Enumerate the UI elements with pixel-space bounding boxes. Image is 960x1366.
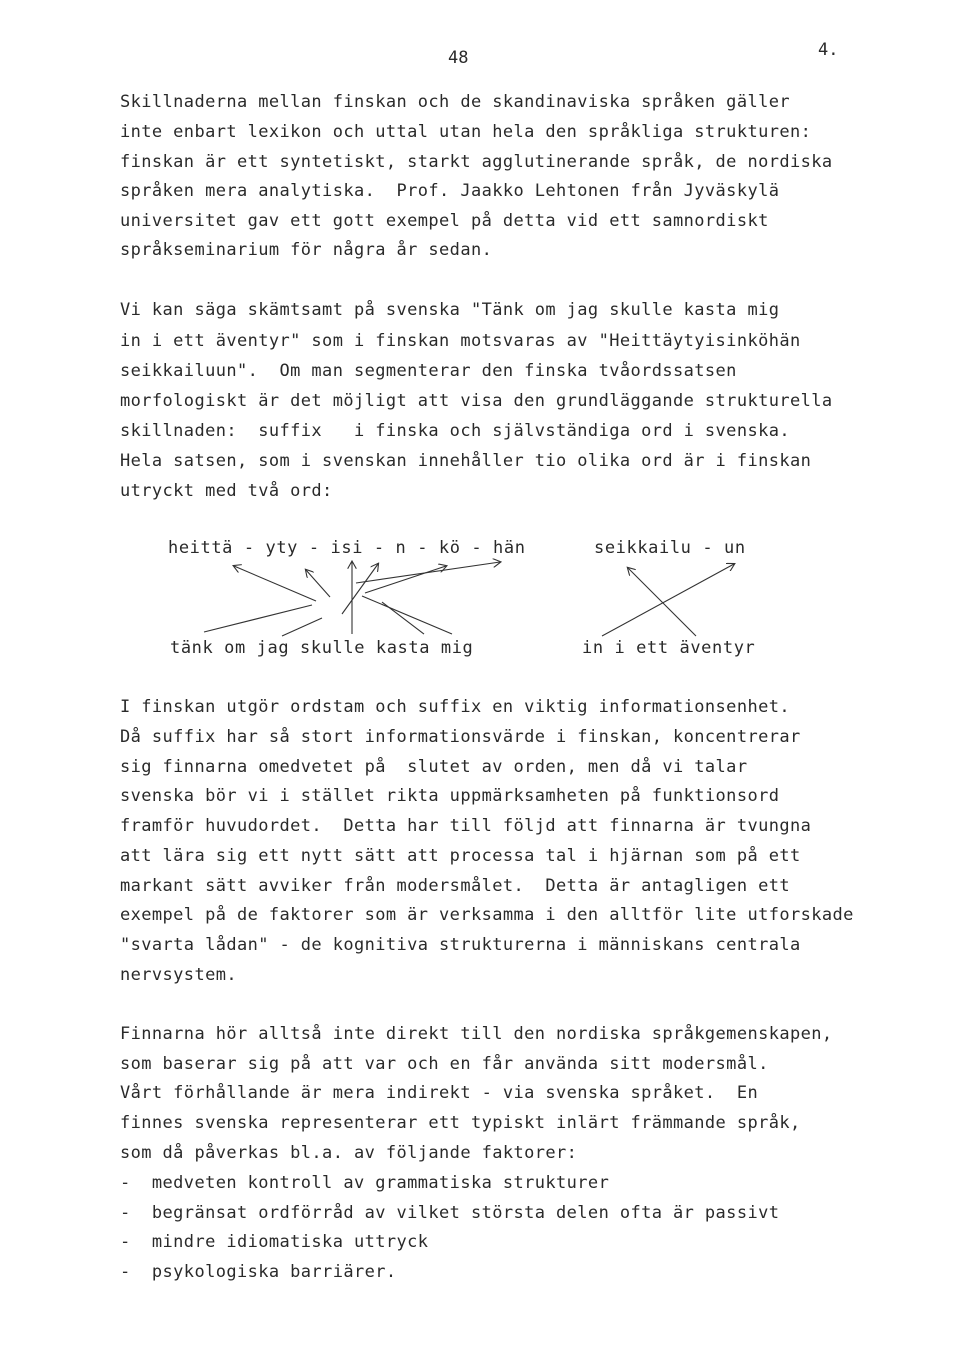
list-item: - psykologiska barriärer. (120, 1262, 397, 1282)
paragraph-1-line: Skillnaderna mellan finskan och de skandinaviska språken gäller (120, 92, 790, 112)
paragraph-3-line: nervsystem. (120, 965, 237, 985)
paragraph-2-line: utryckt med två ord: (120, 481, 333, 501)
finnish-word-segmented: heittä - yty - isi - n - kö - hän (168, 538, 526, 558)
section-number: 4. (818, 40, 839, 60)
paragraph-2-line: Hela satsen, som i svenskan innehåller tio olika ord är i finskan (120, 451, 812, 471)
paragraph-3-line: exempel på de faktorer som är verksamma i den alltför lite utforskade (120, 905, 854, 925)
paragraph-1-line: inte enbart lexikon och uttal utan hela den språkliga strukturen: (120, 122, 812, 142)
paragraph-4-line: Finnarna hör alltså inte direkt till den nordiska språkgemenskapen, (120, 1024, 833, 1044)
page-number: 48 (448, 48, 469, 68)
paragraph-2-line: morfologiskt är det möjligt att visa den grundläggande strukturella (120, 391, 833, 411)
mapping-line (602, 564, 734, 636)
swedish-phrase: tänk om jag skulle kasta mig (170, 638, 474, 658)
paragraph-4-line: som då påverkas bl.a. av följande faktorer: (120, 1143, 578, 1163)
mapping-line (382, 602, 424, 634)
mapping-line (628, 568, 696, 636)
mapping-line (362, 596, 452, 634)
mapping-line (342, 564, 378, 614)
paragraph-4-line: som baserar sig på att var och en får använda sitt modersmål. (120, 1054, 769, 1074)
paragraph-1-line: universitet gav ett gott exempel på detta vid ett samnordiskt (120, 211, 769, 231)
paragraph-3-line: sig finnarna omedvetet på slutet av orden, men då vi talar (120, 757, 748, 777)
list-item: - mindre idiomatiska uttryck (120, 1232, 429, 1252)
swedish-phrase: in i ett äventyr (582, 638, 756, 658)
list-item: - medveten kontroll av grammatiska strukturer (120, 1173, 610, 1193)
finnish-word-segmented: seikkailu - un (594, 538, 746, 558)
list-item: - begränsat ordförråd av vilket största delen ofta är passivt (120, 1203, 780, 1223)
paragraph-3-line: svenska bör vi i stället rikta uppmärksamheten på funktionsord (120, 786, 780, 806)
mapping-line (204, 605, 312, 632)
paragraph-2-line: skillnaden: suffix i finska och självständiga ord i svenska. (120, 421, 790, 441)
paragraph-4-line: finnes svenska representerar ett typiskt inlärt främmande språk, (120, 1113, 801, 1133)
paragraph-2-line: in i ett äventyr" som i finskan motsvaras av "Heittäytyisinköhän (120, 331, 801, 351)
paragraph-3-line: att lära sig ett nytt sätt att processa tal i hjärnan som på ett (120, 846, 801, 866)
mapping-line (282, 618, 322, 636)
paragraph-2-line: seikkailuun". Om man segmenterar den finska tvåordssatsen (120, 361, 737, 381)
mapping-line (234, 566, 316, 601)
paragraph-3-line: I finskan utgör ordstam och suffix en viktig informationsenhet. (120, 697, 790, 717)
paragraph-1-line: finskan är ett syntetiskt, starkt agglutinerande språk, de nordiska (120, 152, 833, 172)
paragraph-1-line: språken mera analytiska. Prof. Jaakko Lehtonen från Jyväskylä (120, 181, 780, 201)
paragraph-3-line: "svarta lådan" - de kognitiva strukturerna i människans centrala (120, 935, 801, 955)
paragraph-1-line: språkseminarium för några år sedan. (120, 240, 493, 260)
paragraph-4-line: Vårt förhållande är mera indirekt - via svenska språket. En (120, 1083, 759, 1103)
paragraph-3-line: Då suffix har så stort informationsvärde i finskan, koncentrerar (120, 727, 801, 747)
paragraph-2-line: Vi kan säga skämtsamt på svenska "Tänk om jag skulle kasta mig (120, 300, 780, 320)
mapping-line (306, 570, 330, 597)
paragraph-3-line: markant sätt avviker från modersmålet. Detta är antagligen ett (120, 876, 790, 896)
paragraph-3-line: framför huvudordet. Detta har till följd att finnarna är tvungna (120, 816, 812, 836)
